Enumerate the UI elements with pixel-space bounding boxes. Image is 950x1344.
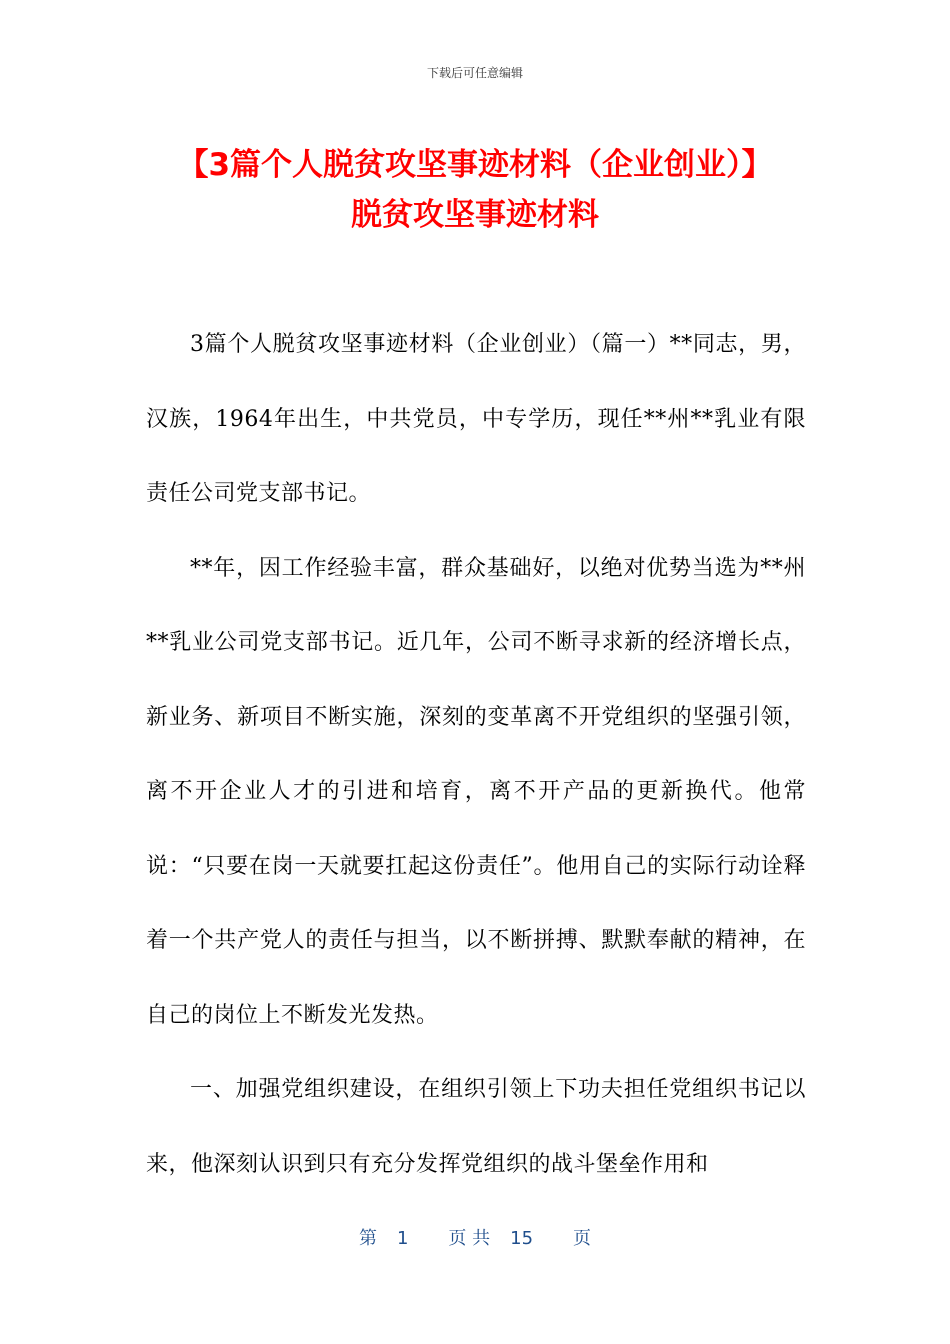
header-note: 下载后可任意编辑 xyxy=(426,66,523,80)
document-title: 【3篇个人脱贫攻坚事迹材料（企业创业）】 脱贫攻坚事迹材料 xyxy=(177,147,773,233)
paragraph-1: 3篇个人脱贫攻坚事迹材料（企业创业）（篇一）**同志，男，汉族，1964年出生，中共党员，中专学历，现任**州**乳业有限责任公司党支部书记。 xyxy=(146,332,806,506)
footer-page-prefix: 第 xyxy=(358,1228,377,1249)
page-footer xyxy=(0,1224,950,1250)
footer-page-middle: 页 共 xyxy=(448,1228,491,1249)
document-body xyxy=(146,308,806,1202)
footer-page-suffix: 页 xyxy=(573,1228,592,1249)
footer-page-number: 1 xyxy=(396,1228,409,1249)
paragraph-3: 一、加强党组织建设，在组织引领上下功夫担任党组织书记以来，他深刻认识到只有充分发挥党组织的战斗堡垒作用和 xyxy=(146,1077,806,1177)
paragraph-2: **年，因工作经验丰富，群众基础好，以绝对优势当选为**州**乳业公司党支部书记。近几年，公司不断寻求新的经济增长点，新业务、新项目不断实施，深刻的变革离不开党组织的坚强引领，离不开企业人才的引进和培育，离不开产品的更新换代。他常说：“只要在岗一天就要扛起这份责任”。他用自己的实际行动诠释着一个共产党人的责任与担当，以不断拼搏、默默奉献的精神，在自己的岗位上不断发光发热。 xyxy=(146,555,806,1028)
footer-total-pages: 15 xyxy=(510,1228,534,1249)
